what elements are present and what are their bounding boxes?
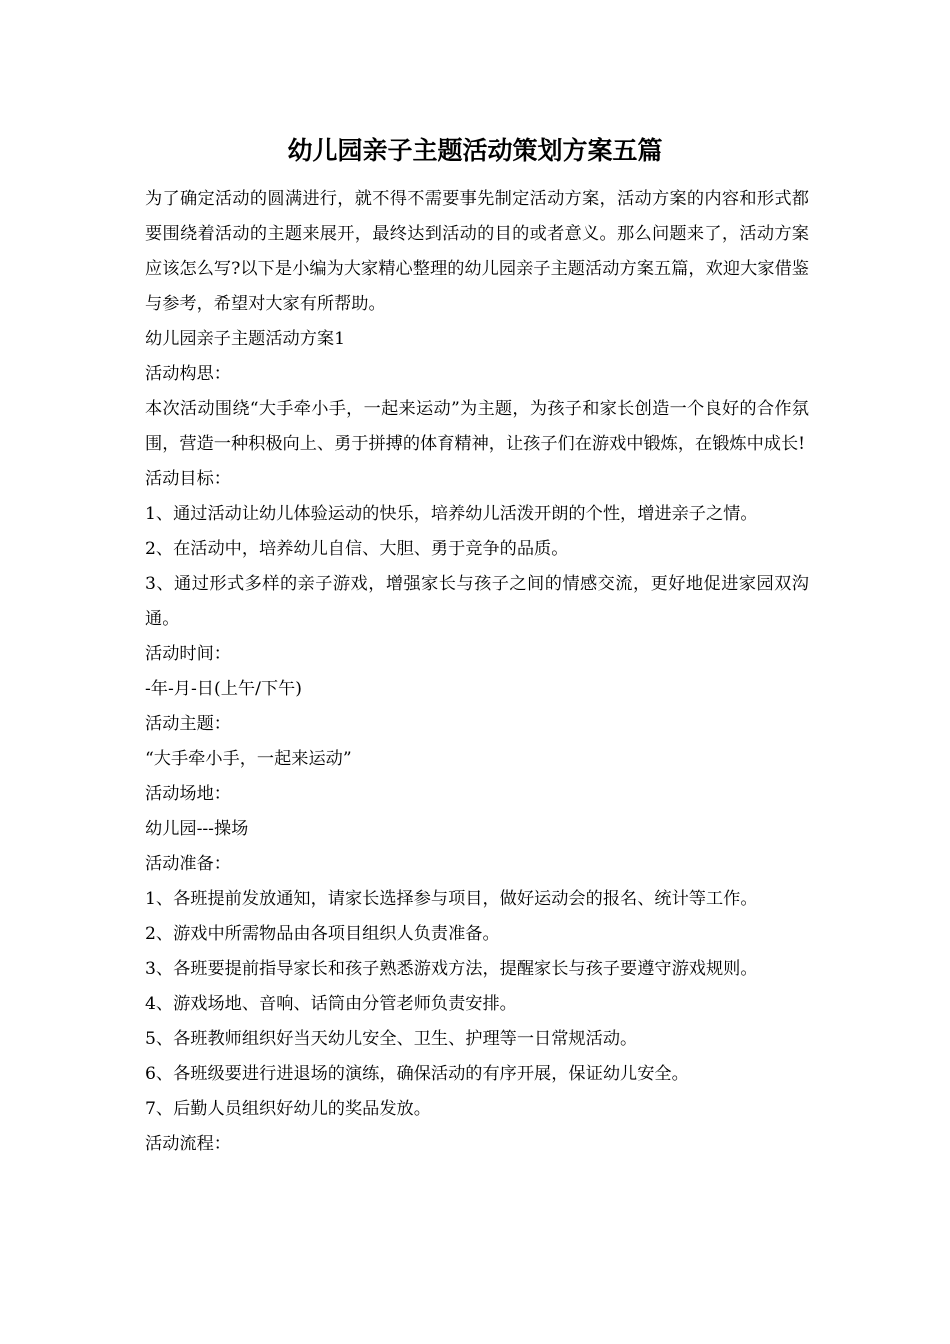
theme-value: “大手牵小手，一起来运动” [145, 749, 352, 769]
time-value: -年-月-日(上午/下午) [145, 679, 302, 699]
preparation-item-3: 3、各班要提前指导家长和孩子熟悉游戏方法，提醒家长与孩子要遵守游戏规则。 [145, 959, 758, 979]
label-theme: 活动主题： [145, 714, 231, 734]
preparation-item-6: 6、各班级要进行进退场的演练，确保活动的有序开展，保证幼儿安全。 [145, 1064, 689, 1084]
preparation-item-1: 1、各班提前发放通知，请家长选择参与项目，做好运动会的报名、统计等工作。 [145, 889, 758, 909]
preparation-item-7: 7、后勤人员组织好幼儿的奖品发放。 [145, 1099, 431, 1119]
goal-item-1: 1、通过活动让幼儿体验运动的快乐，培养幼儿活泼开朗的个性，增进亲子之情。 [145, 504, 758, 524]
document-title: 幼儿园亲子主题活动策划方案五篇 [287, 136, 663, 165]
concept-paragraph: 本次活动围绕“大手牵小手，一起来运动”为主题，为孩子和家长创造一个良好的合作氛围，营造一种积极向上、勇于拼搏的体育精神，让孩子们在游戏中锻炼，在锻炼中成长! [145, 399, 809, 454]
intro-paragraph: 为了确定活动的圆满进行，就不得不需要事先制定活动方案，活动方案的内容和形式都要围绕着活动的主题来展开，最终达到活动的目的或者意义。那么问题来了，活动方案应该怎么写?以下是小编为大家精心整理的幼儿园亲子主题活动方案五篇，欢迎大家借鉴与参考，希望对大家有所帮助。 [145, 189, 809, 314]
preparation-item-2: 2、游戏中所需物品由各项目组织人负责准备。 [145, 924, 500, 944]
venue-value: 幼儿园---操场 [145, 819, 249, 839]
goal-item-2: 2、在活动中，培养幼儿自信、大胆、勇于竞争的品质。 [145, 539, 569, 559]
label-venue: 活动场地： [145, 784, 231, 804]
preparation-item-5: 5、各班教师组织好当天幼儿安全、卫生、护理等一日常规活动。 [145, 1029, 638, 1049]
goal-item-3: 3、通过形式多样的亲子游戏，增强家长与孩子之间的情感交流，更好地促进家园双沟通。 [145, 574, 809, 629]
label-goals: 活动目标： [145, 469, 231, 489]
label-time: 活动时间： [145, 644, 231, 664]
label-preparation: 活动准备： [145, 854, 231, 874]
section-heading-plan-1: 幼儿园亲子主题活动方案1 [145, 329, 345, 349]
label-process: 活动流程： [145, 1134, 231, 1154]
document-body [145, 182, 809, 1162]
label-concept: 活动构思： [145, 364, 231, 384]
preparation-item-4: 4、游戏场地、音响、话筒由分管老师负责安排。 [145, 994, 517, 1014]
